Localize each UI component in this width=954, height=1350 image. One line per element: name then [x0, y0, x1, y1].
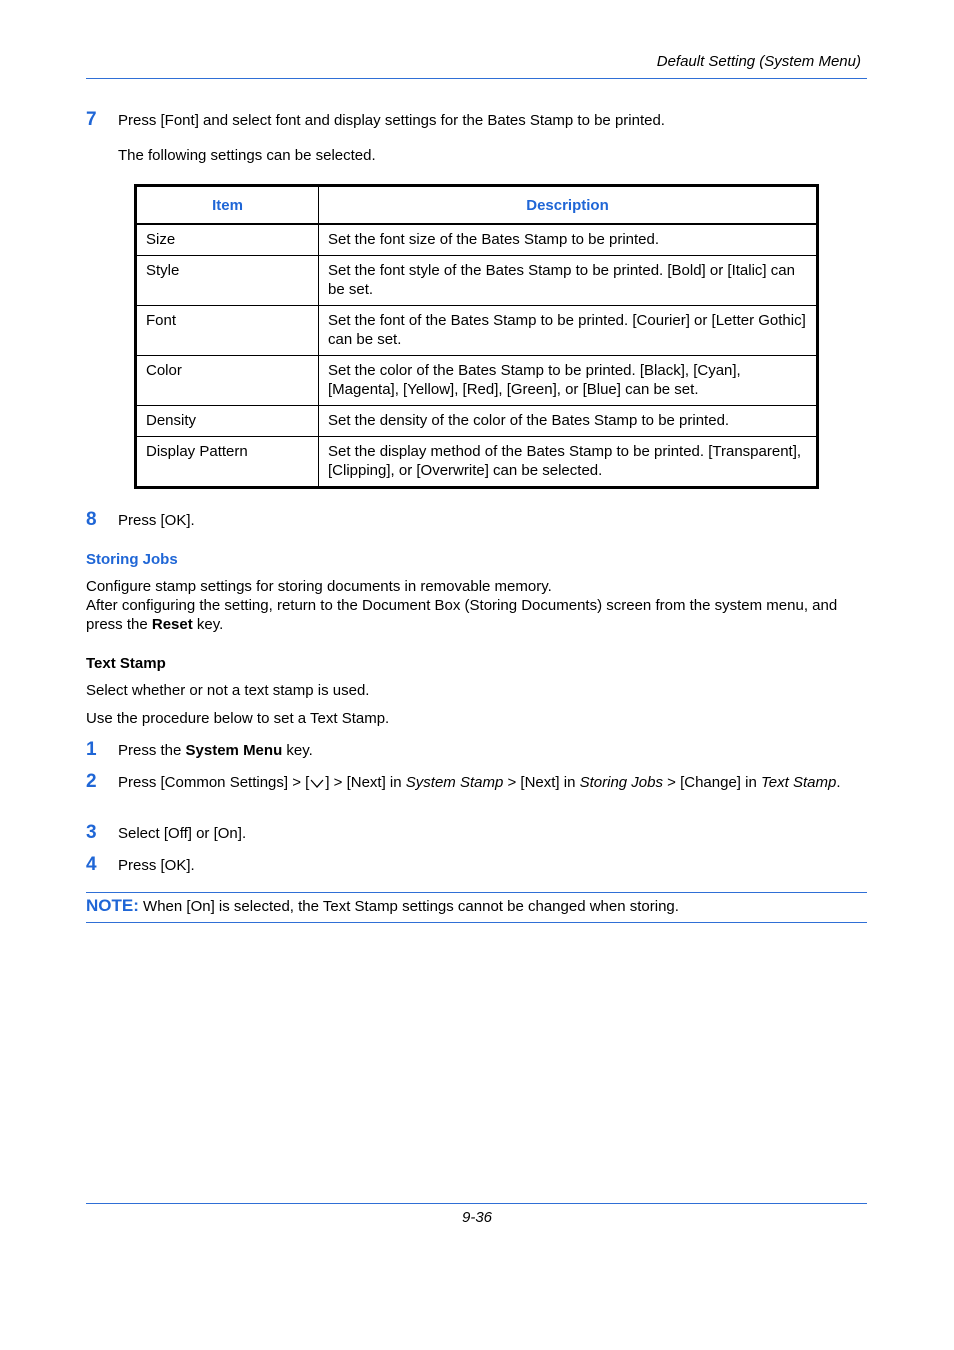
table-cell-description: Set the density of the color of the Bates Stamp to be printed. — [319, 406, 818, 437]
note-bottom-rule — [86, 922, 867, 923]
table-row — [136, 256, 818, 306]
step-7-subtext: The following settings can be selected. — [118, 147, 376, 164]
table-cell-description: Set the display method of the Bates Stamp to be printed. [Transparent], [Clipping], or [Overwrite] can be selected. — [319, 437, 818, 488]
running-header: Default Setting (System Menu) — [656, 53, 861, 70]
step-number-2: 2 — [86, 771, 97, 792]
step-2-part-d: > [Next] in — [503, 774, 580, 791]
header-rule — [86, 78, 867, 79]
step-4-text: Press [OK]. — [118, 857, 195, 874]
storing-line-2a: After configuring the setting, return to the Document Box (Storing Documents) screen from the system menu, and press the — [86, 597, 838, 633]
table-cell-item: Density — [136, 406, 319, 437]
table-cell-item: Size — [136, 224, 319, 256]
step-2-system-stamp: System Stamp — [405, 774, 504, 791]
step-number-3: 3 — [86, 822, 97, 843]
step-8-text: Press [OK]. — [118, 512, 195, 529]
section-heading-storing-jobs: Storing Jobs — [86, 551, 178, 568]
table-cell-description: Set the font style of the Bates Stamp to be printed. [Bold] or [Italic] can be set. — [319, 256, 818, 306]
note-top-rule — [86, 892, 867, 893]
table-header-description: Description — [319, 186, 818, 225]
step-2-part-f: > [Change] in — [663, 774, 761, 791]
storing-line-1: Configure stamp settings for storing documents in removable memory. — [86, 578, 552, 595]
settings-table — [134, 184, 819, 489]
text-stamp-p2: Use the procedure below to set a Text Stamp. — [86, 710, 390, 727]
note-text: When [On] is selected, the Text Stamp settings cannot be changed when storing. — [138, 898, 679, 915]
storing-line-2c: key. — [192, 616, 224, 633]
table-row — [136, 224, 818, 256]
step-2-text-stamp: Text Stamp — [760, 774, 837, 791]
step-number-7: 7 — [86, 109, 97, 130]
page-number: 9-36 — [461, 1209, 493, 1226]
table-header-row — [136, 186, 818, 225]
table-row — [136, 356, 818, 406]
step-2-text — [118, 773, 848, 794]
step-2-storing-jobs: Storing Jobs — [579, 774, 663, 791]
table-row — [136, 406, 818, 437]
table-row — [136, 437, 818, 488]
step-1-part-a: Press the — [118, 742, 186, 759]
table-header-item: Item — [136, 186, 319, 225]
subsection-heading-text-stamp: Text Stamp — [86, 655, 166, 672]
step-number-8: 8 — [86, 509, 97, 530]
table-cell-item: Display Pattern — [136, 437, 319, 488]
text-stamp-p1: Select whether or not a text stamp is used. — [86, 682, 370, 699]
reset-key-label: Reset — [151, 616, 193, 633]
table-cell-description: Set the font of the Bates Stamp to be printed. [Courier] or [Letter Gothic] can be set. — [319, 306, 818, 356]
table-cell-description: Set the font size of the Bates Stamp to be printed. — [319, 224, 818, 256]
table-cell-description: Set the color of the Bates Stamp to be printed. [Black], [Cyan], [Magenta], [Yellow], [Red], [Green], or [Blue] can be set. — [319, 356, 818, 406]
step-number-4: 4 — [86, 854, 97, 875]
table-cell-item: Style — [136, 256, 319, 306]
table-row — [136, 306, 818, 356]
step-7-text: Press [Font] and select font and display settings for the Bates Stamp to be printed. — [118, 112, 665, 129]
footer-rule — [86, 1203, 867, 1204]
table-cell-item: Color — [136, 356, 319, 406]
step-1-part-c: key. — [282, 742, 313, 759]
step-1-text — [118, 741, 313, 760]
system-menu-key-label: System Menu — [185, 742, 283, 759]
step-3-text: Select [Off] or [On]. — [118, 825, 247, 842]
storing-jobs-paragraph — [86, 577, 876, 634]
step-2-part-a: Press [Common Settings] > [ — [118, 774, 310, 791]
chevron-down-icon — [309, 775, 325, 794]
table-cell-item: Font — [136, 306, 319, 356]
note-label: NOTE: — [86, 896, 139, 915]
step-number-1: 1 — [86, 739, 97, 760]
step-2-part-b: ] > [Next] in — [325, 774, 406, 791]
step-2-part-h: . — [836, 774, 841, 791]
note — [86, 896, 876, 916]
